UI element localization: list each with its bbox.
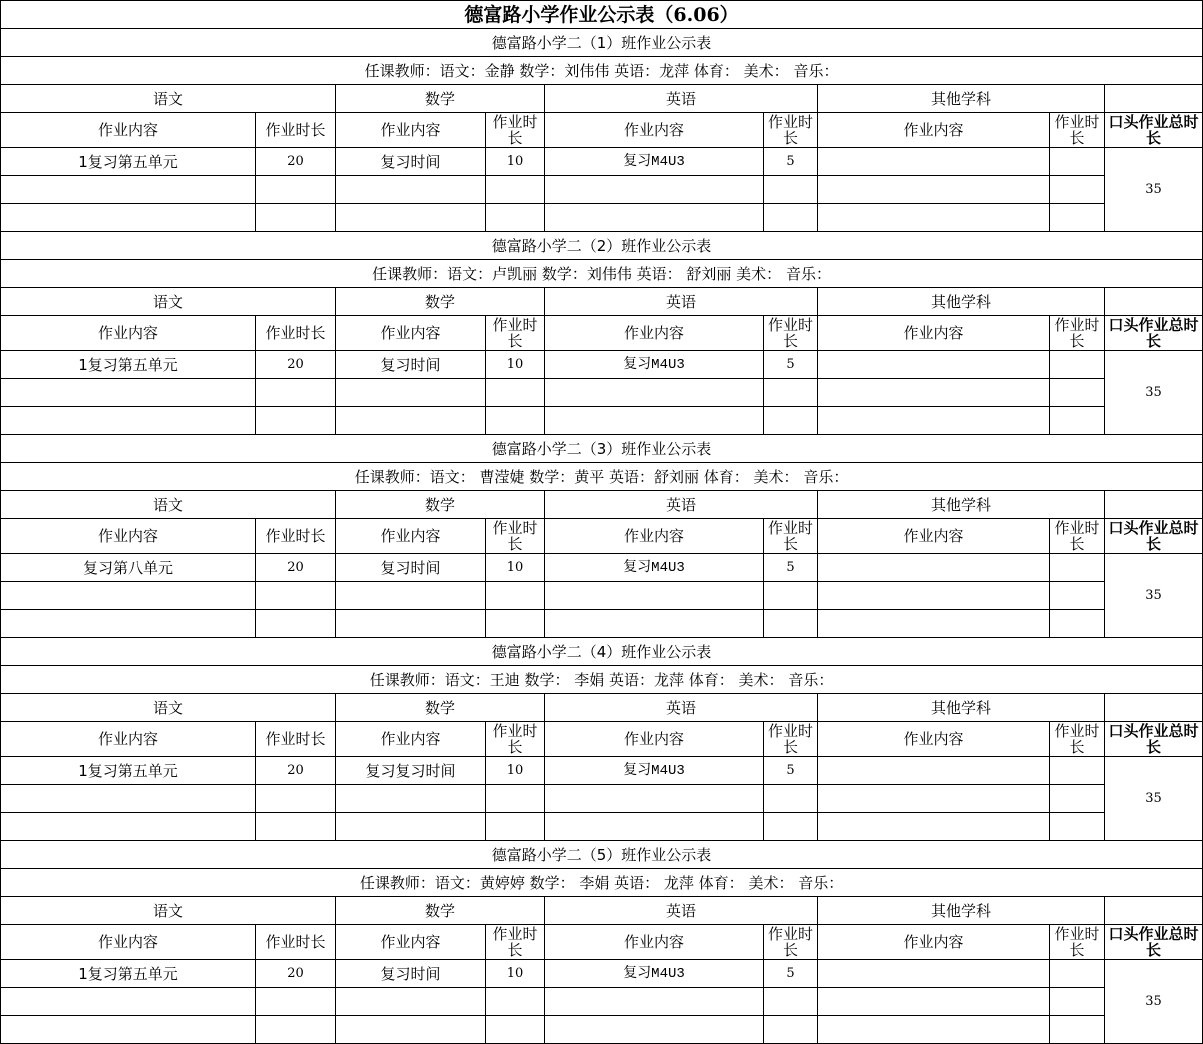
math-duration: 10	[486, 960, 545, 988]
page-title: 德富路小学作业公示表（6.06）	[1, 1, 1203, 29]
chinese-duration	[256, 582, 336, 610]
blank-cell	[1105, 288, 1203, 316]
english-content	[545, 204, 764, 232]
english-duration	[764, 204, 818, 232]
teacher-line: 任课教师：语文： 曹滢婕 数学：黄平 英语：舒刘丽 体育： 美术： 音乐：	[1, 463, 1203, 491]
col-header-duration: 作业时长	[764, 925, 818, 960]
chinese-content	[1, 204, 256, 232]
english-duration	[764, 1016, 818, 1044]
class-title: 德富路小学二（2）班作业公示表	[1, 232, 1203, 260]
oral-total-value: 35	[1105, 554, 1203, 638]
math-content: 复习复习时间	[336, 757, 486, 785]
subject-header-english: 英语	[545, 85, 818, 113]
other-duration	[1050, 148, 1105, 176]
math-duration	[486, 582, 545, 610]
math-content	[336, 407, 486, 435]
english-duration	[764, 988, 818, 1016]
english-duration	[764, 610, 818, 638]
subject-header-chinese: 语文	[1, 897, 336, 925]
chinese-content	[1, 813, 256, 841]
math-content	[336, 610, 486, 638]
col-header-oral-total: 口头作业总时长	[1105, 519, 1203, 554]
chinese-content	[1, 785, 256, 813]
subject-header-math: 数学	[336, 288, 545, 316]
english-content	[545, 813, 764, 841]
col-header-content: 作业内容	[818, 113, 1050, 148]
chinese-content: 1复习第五单元	[1, 960, 256, 988]
other-duration	[1050, 351, 1105, 379]
subject-header-math: 数学	[336, 694, 545, 722]
math-duration	[486, 176, 545, 204]
english-duration: 5	[764, 554, 818, 582]
other-duration	[1050, 582, 1105, 610]
col-header-duration: 作业时长	[256, 519, 336, 554]
english-content	[545, 379, 764, 407]
other-content	[818, 407, 1050, 435]
col-header-duration: 作业时长	[256, 722, 336, 757]
other-duration	[1050, 204, 1105, 232]
col-header-content: 作业内容	[818, 316, 1050, 351]
teacher-line: 任课教师：语文：黄婷婷 数学： 李娟 英语： 龙萍 体育： 美术： 音乐：	[1, 869, 1203, 897]
english-content	[545, 785, 764, 813]
col-header-oral-total: 口头作业总时长	[1105, 113, 1203, 148]
blank-cell	[1105, 85, 1203, 113]
col-header-duration: 作业时长	[764, 316, 818, 351]
math-duration	[486, 204, 545, 232]
col-header-content: 作业内容	[1, 316, 256, 351]
subject-header-other: 其他学科	[818, 897, 1105, 925]
col-header-content: 作业内容	[545, 316, 764, 351]
chinese-content	[1, 610, 256, 638]
oral-total-value: 35	[1105, 757, 1203, 841]
subject-header-chinese: 语文	[1, 491, 336, 519]
math-duration	[486, 379, 545, 407]
other-duration	[1050, 176, 1105, 204]
col-header-content: 作业内容	[336, 519, 486, 554]
other-duration	[1050, 554, 1105, 582]
other-duration	[1050, 813, 1105, 841]
english-duration	[764, 379, 818, 407]
math-content	[336, 785, 486, 813]
chinese-duration	[256, 610, 336, 638]
teacher-line: 任课教师：语文：王迪 数学： 李娟 英语：龙萍 体育： 美术： 音乐：	[1, 666, 1203, 694]
chinese-content	[1, 176, 256, 204]
col-header-content: 作业内容	[1, 925, 256, 960]
col-header-content: 作业内容	[545, 113, 764, 148]
chinese-content: 复习第八单元	[1, 554, 256, 582]
class-title: 德富路小学二（5）班作业公示表	[1, 841, 1203, 869]
other-duration	[1050, 610, 1105, 638]
col-header-duration: 作业时长	[256, 316, 336, 351]
col-header-duration: 作业时长	[764, 722, 818, 757]
col-header-content: 作业内容	[818, 925, 1050, 960]
subject-header-chinese: 语文	[1, 288, 336, 316]
blank-cell	[1105, 491, 1203, 519]
col-header-content: 作业内容	[336, 722, 486, 757]
math-content: 复习时间	[336, 148, 486, 176]
chinese-content	[1, 582, 256, 610]
col-header-content: 作业内容	[818, 519, 1050, 554]
math-content: 复习时间	[336, 351, 486, 379]
chinese-duration	[256, 1016, 336, 1044]
chinese-content: 1复习第五单元	[1, 757, 256, 785]
col-header-duration: 作业时长	[256, 925, 336, 960]
subject-header-math: 数学	[336, 85, 545, 113]
oral-total-value: 35	[1105, 960, 1203, 1044]
chinese-content	[1, 407, 256, 435]
other-content	[818, 988, 1050, 1016]
english-duration: 5	[764, 148, 818, 176]
chinese-duration	[256, 813, 336, 841]
blank-cell	[1105, 694, 1203, 722]
chinese-content	[1, 379, 256, 407]
other-content	[818, 204, 1050, 232]
math-content	[336, 176, 486, 204]
class-title: 德富路小学二（4）班作业公示表	[1, 638, 1203, 666]
other-content	[818, 379, 1050, 407]
col-header-content: 作业内容	[1, 519, 256, 554]
subject-header-english: 英语	[545, 694, 818, 722]
subject-header-other: 其他学科	[818, 288, 1105, 316]
other-duration	[1050, 988, 1105, 1016]
math-content	[336, 813, 486, 841]
english-duration: 5	[764, 757, 818, 785]
math-duration	[486, 988, 545, 1016]
chinese-duration	[256, 176, 336, 204]
oral-total-value: 35	[1105, 148, 1203, 232]
col-header-content: 作业内容	[1, 722, 256, 757]
math-duration	[486, 785, 545, 813]
english-content: 复习M4U3	[545, 757, 764, 785]
subject-header-math: 数学	[336, 491, 545, 519]
english-duration	[764, 176, 818, 204]
chinese-duration: 20	[256, 757, 336, 785]
col-header-oral-total: 口头作业总时长	[1105, 925, 1203, 960]
math-duration	[486, 407, 545, 435]
other-content	[818, 960, 1050, 988]
col-header-content: 作业内容	[336, 316, 486, 351]
math-duration	[486, 610, 545, 638]
col-header-duration: 作业时长	[486, 113, 545, 148]
col-header-duration: 作业时长	[764, 519, 818, 554]
chinese-duration	[256, 785, 336, 813]
other-duration	[1050, 785, 1105, 813]
blank-cell	[1105, 897, 1203, 925]
class-title: 德富路小学二（3）班作业公示表	[1, 435, 1203, 463]
subject-header-other: 其他学科	[818, 85, 1105, 113]
col-header-duration: 作业时长	[256, 113, 336, 148]
math-content	[336, 204, 486, 232]
col-header-oral-total: 口头作业总时长	[1105, 316, 1203, 351]
other-content	[818, 351, 1050, 379]
english-duration	[764, 813, 818, 841]
other-duration	[1050, 757, 1105, 785]
subject-header-english: 英语	[545, 288, 818, 316]
chinese-content: 1复习第五单元	[1, 148, 256, 176]
english-duration	[764, 785, 818, 813]
math-content	[336, 379, 486, 407]
teacher-line: 任课教师：语文：金静 数学：刘伟伟 英语：龙萍 体育： 美术： 音乐：	[1, 57, 1203, 85]
math-content	[336, 988, 486, 1016]
other-content	[818, 813, 1050, 841]
english-content: 复习M4U3	[545, 148, 764, 176]
col-header-duration: 作业时长	[486, 519, 545, 554]
chinese-content	[1, 1016, 256, 1044]
chinese-content: 1复习第五单元	[1, 351, 256, 379]
subject-header-english: 英语	[545, 897, 818, 925]
other-content	[818, 610, 1050, 638]
english-duration	[764, 582, 818, 610]
math-duration	[486, 1016, 545, 1044]
other-content	[818, 582, 1050, 610]
col-header-content: 作业内容	[545, 925, 764, 960]
other-content	[818, 554, 1050, 582]
subject-header-chinese: 语文	[1, 85, 336, 113]
english-duration	[764, 407, 818, 435]
math-content: 复习时间	[336, 960, 486, 988]
math-duration: 10	[486, 554, 545, 582]
other-content	[818, 148, 1050, 176]
col-header-oral-total: 口头作业总时长	[1105, 722, 1203, 757]
math-content	[336, 1016, 486, 1044]
subject-header-chinese: 语文	[1, 694, 336, 722]
col-header-duration: 作业时长	[1050, 925, 1105, 960]
col-header-duration: 作业时长	[1050, 113, 1105, 148]
math-duration: 10	[486, 757, 545, 785]
chinese-duration: 20	[256, 960, 336, 988]
english-content: 复习M4U3	[545, 351, 764, 379]
english-content	[545, 407, 764, 435]
english-content	[545, 610, 764, 638]
english-content	[545, 176, 764, 204]
col-header-content: 作业内容	[336, 925, 486, 960]
subject-header-other: 其他学科	[818, 491, 1105, 519]
chinese-duration: 20	[256, 351, 336, 379]
math-content	[336, 582, 486, 610]
col-header-duration: 作业时长	[486, 722, 545, 757]
math-duration: 10	[486, 351, 545, 379]
english-content	[545, 582, 764, 610]
math-duration: 10	[486, 148, 545, 176]
other-content	[818, 176, 1050, 204]
col-header-duration: 作业时长	[486, 316, 545, 351]
class-title: 德富路小学二（1）班作业公示表	[1, 29, 1203, 57]
other-content	[818, 1016, 1050, 1044]
other-content	[818, 785, 1050, 813]
subject-header-other: 其他学科	[818, 694, 1105, 722]
chinese-duration: 20	[256, 554, 336, 582]
col-header-duration: 作业时长	[1050, 722, 1105, 757]
col-header-content: 作业内容	[336, 113, 486, 148]
other-duration	[1050, 407, 1105, 435]
oral-total-value: 35	[1105, 351, 1203, 435]
col-header-content: 作业内容	[818, 722, 1050, 757]
col-header-duration: 作业时长	[486, 925, 545, 960]
chinese-duration	[256, 379, 336, 407]
english-duration: 5	[764, 960, 818, 988]
chinese-duration	[256, 204, 336, 232]
chinese-duration	[256, 988, 336, 1016]
math-content: 复习时间	[336, 554, 486, 582]
chinese-content	[1, 988, 256, 1016]
other-duration	[1050, 1016, 1105, 1044]
english-content: 复习M4U3	[545, 960, 764, 988]
subject-header-math: 数学	[336, 897, 545, 925]
col-header-duration: 作业时长	[764, 113, 818, 148]
other-content	[818, 757, 1050, 785]
english-content	[545, 1016, 764, 1044]
other-duration	[1050, 379, 1105, 407]
col-header-content: 作业内容	[545, 722, 764, 757]
col-header-duration: 作业时长	[1050, 316, 1105, 351]
english-content	[545, 988, 764, 1016]
math-duration	[486, 813, 545, 841]
col-header-duration: 作业时长	[1050, 519, 1105, 554]
col-header-content: 作业内容	[1, 113, 256, 148]
english-duration: 5	[764, 351, 818, 379]
col-header-content: 作业内容	[545, 519, 764, 554]
teacher-line: 任课教师：语文：卢凯丽 数学：刘伟伟 英语： 舒刘丽 美术： 音乐：	[1, 260, 1203, 288]
other-duration	[1050, 960, 1105, 988]
chinese-duration	[256, 407, 336, 435]
subject-header-english: 英语	[545, 491, 818, 519]
chinese-duration: 20	[256, 148, 336, 176]
english-content: 复习M4U3	[545, 554, 764, 582]
